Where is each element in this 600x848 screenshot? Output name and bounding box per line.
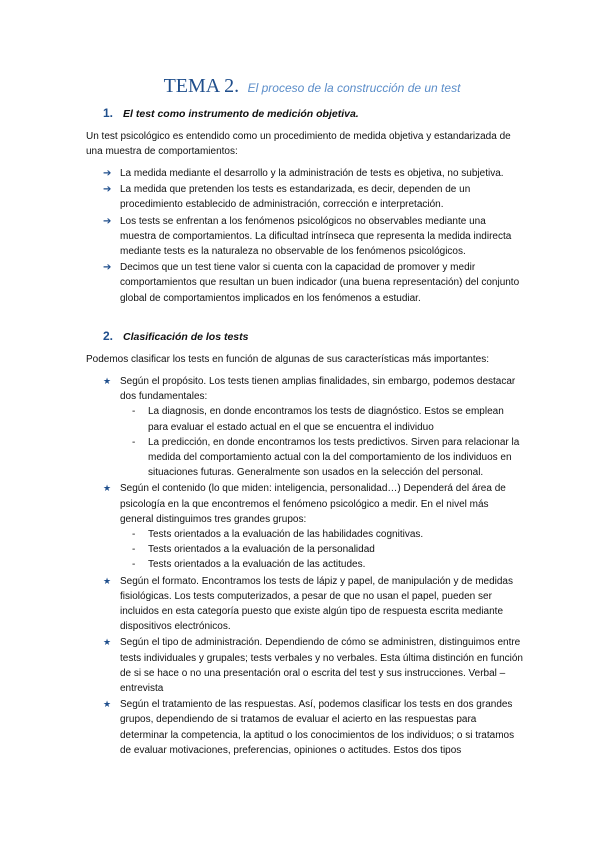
section-number: 2.: [103, 329, 114, 343]
list-item: ★ Según el tratamiento de las respuestas. Así, podemos clasificar los tests en dos grandes grupos, dependiendo de si tratamos de evaluar el acierto en las respuestas para determinar la competencia, la aptitud o los conocimientos de los individuos; o si tratamos de evaluar motivaciones, preferencias, opiniones o actitudes. Estos dos tipos: [103, 699, 515, 756]
arrow-right-icon: ➔: [103, 184, 112, 196]
list-item: ➔ Decimos que un test tiene valor si cuenta con la capacidad de promover y medir comportamientos que resultan un buen indicador (una buena representación) del conjunto global de comportamientos implicados en los fenómenos a estudiar.: [103, 262, 520, 304]
section-heading-text: El test como instrumento de medición objetiva.: [123, 108, 359, 120]
sub-list-item: - Tests orientados a la evaluación de las actitudes.: [132, 559, 366, 571]
list-item: ★ Según el contenido (lo que miden: inteligencia, personalidad…) Dependerá del área de psicología en la que encontremos el fenómeno psicológico a medir. En el nivel más general distinguimos tres grandes grupos: - Tests orientados a la evaluación de las habilidades cognitivas. - Tests orientados a la evaluación de la personalidad - Tests orientados a la evaluación de las actitudes.: [103, 481, 523, 572]
star-icon: ★: [103, 699, 112, 710]
arrow-right-icon: ➔: [103, 168, 112, 179]
list-item: ★ Según el tipo de administración. Dependiendo de cómo se administren, distinguimos entre tests individuales y grupales; tests verbales y no verbales. Esta última distinción en función de si se hace o no una presentación oral o escrita del test y sus instrucciones. Verbal – entrevista: [103, 637, 523, 695]
section-2-heading: [103, 329, 248, 343]
star-icon: ★: [103, 376, 112, 386]
title-main: TEMA 2.: [163, 75, 240, 97]
section-2-intro: Podemos clasificar los tests en función de algunas de sus características más importantes:: [86, 354, 489, 365]
arrow-right-icon: ➔: [103, 262, 112, 274]
star-icon: ★: [103, 483, 112, 494]
star-icon: ★: [103, 575, 112, 586]
section-2-list: [103, 374, 523, 759]
sub-list-item: - La diagnosis, en donde encontramos los tests de diagnóstico. Estos se emplean para evaluar el estado actual en el que se encuentra el individuo: [132, 406, 504, 433]
section-1-intro: Un test psicológico es entendido como un procedimiento de medida objetiva y estandarizada de una muestra de comportamientos:: [86, 131, 511, 158]
sub-list-item: - Tests orientados a la evaluación de las habilidades cognitivas.: [132, 529, 424, 541]
section-number: 1.: [103, 106, 114, 120]
section-1-heading: [103, 106, 359, 120]
sub-list: [128, 404, 523, 480]
sub-list-item: - Tests orientados a la evaluación de la personalidad: [132, 544, 375, 556]
section-1-list: [103, 166, 523, 307]
list-item: ➔ Los tests se enfrentan a los fenómenos psicológicos no observables mediante una muestra de comportamientos. La dificultad intrínseca que representa la medida indirecta mediante tests es la naturaleza no observable de los fenómenos psicológicos.: [103, 215, 512, 258]
document-title: [0, 75, 600, 98]
list-item: ★ Según el formato. Encontramos los tests de lápiz y papel, de manipulación y de medidas fisiológicas. Los tests computerizados, a pesar de que no usan el papel, pueden ser incluidos en esta categoría puesto que existe algún tipo de respuesta escrita mediante dispositivos electrónicos.: [103, 575, 513, 633]
list-item: ★ Según el propósito. Los tests tienen amplias finalidades, sin embargo, podemos destacar dos fundamentales: - La diagnosis, en donde encontramos los tests de diagnóstico. Estos se emplean para evaluar el estado actual en el que se encuentra el individuo - La predicción, en donde encontramos los tests predictivos. Sirven para relacionar la medida del comportamiento actual con la del comportamiento de los individuos en situaciones futuras. Generalmente son usados en la selección del personal.: [103, 374, 523, 480]
title-subtitle: El proceso de la construcción de un test: [247, 81, 461, 95]
arrow-right-icon: ➔: [103, 215, 112, 227]
sub-list-item: - La predicción, en donde encontramos los tests predictivos. Sirven para relacionar la medida del comportamiento actual con la del comportamiento de los individuos en situaciones futuras. Generalmente son usados en la selección del personal.: [132, 436, 520, 479]
list-item: ➔ La medida que pretenden los tests es estandarizada, es decir, dependen de un procedimiento establecido de administración, corrección e interpretación.: [103, 184, 471, 211]
star-icon: ★: [103, 637, 112, 648]
list-item: ➔ La medida mediante el desarrollo y la administración de tests es objetiva, no subjetiva.: [103, 166, 523, 181]
sub-list: [128, 527, 523, 573]
section-heading-text: Clasificación de los tests: [123, 331, 249, 343]
